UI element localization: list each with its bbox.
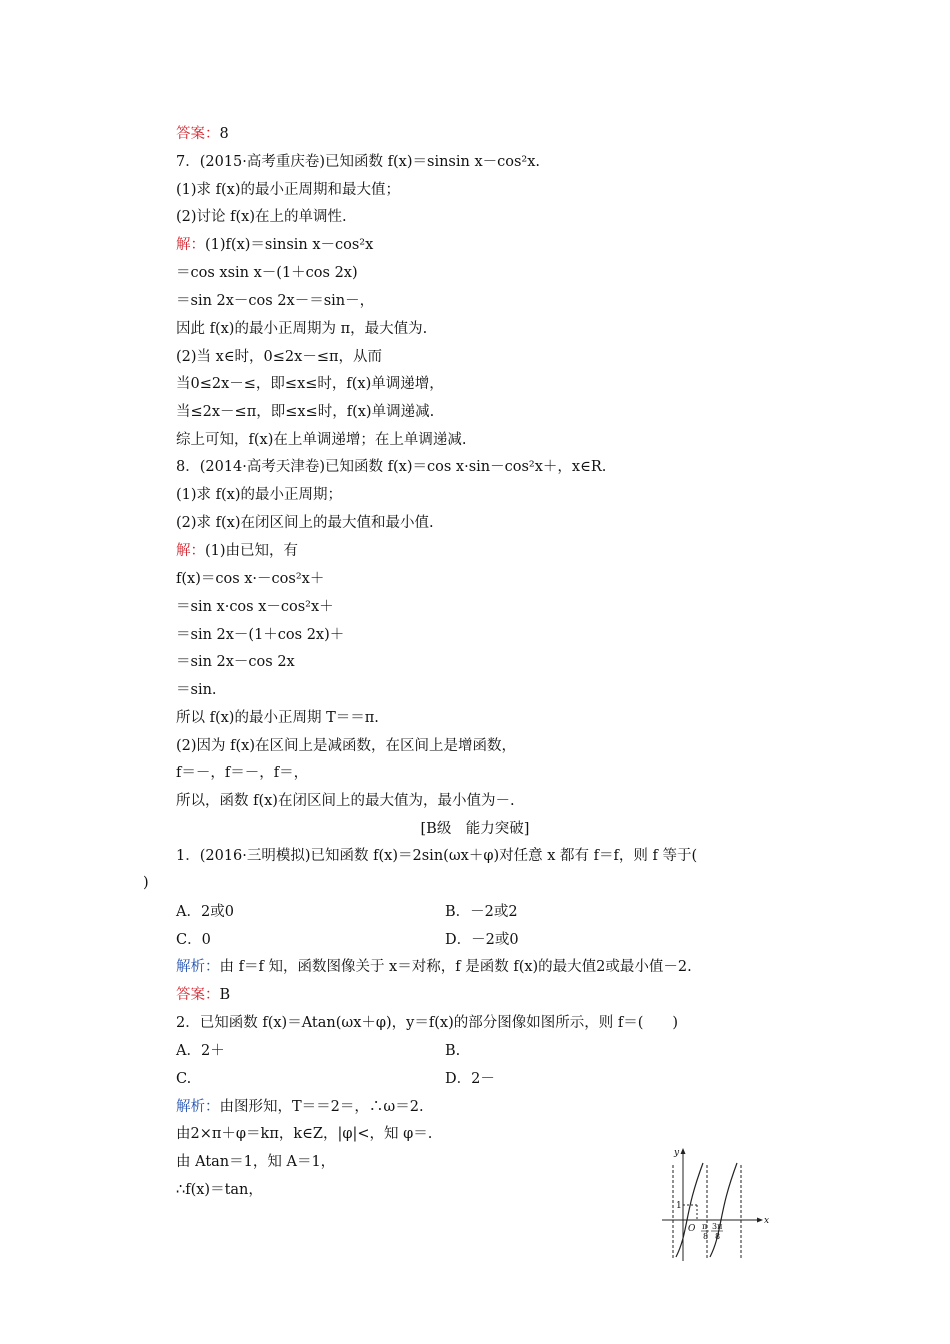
analysis-label: 解析：: [176, 1099, 220, 1115]
tick2-numerator: 3π: [712, 1222, 723, 1231]
x-axis-label: x: [764, 1216, 770, 1226]
analysis-text: 由图形知，T＝＝2＝，∴ω＝2.: [219, 1099, 424, 1115]
b-q2-option-d: D．2－: [445, 1071, 495, 1087]
q8-solution-line: [176, 541, 298, 561]
b-q2-step: 由 Atan＝1，知 A＝1，: [176, 1154, 336, 1170]
b-q1-stem: 1．(2016·三明模拟)已知函数 f(x)＝2sin(ωx＋φ)对任意 x 都有 f＝f，则 f 等于(: [176, 848, 698, 864]
tan-branch: [710, 1163, 737, 1257]
q7-stem: 7．(2015·高考重庆卷)已知函数 f(x)＝sinsin x－cos²x.: [176, 154, 541, 170]
q8-step: (2)因为 f(x)在区间上是减函数，在区间上是增函数，: [176, 738, 517, 754]
tick1-numerator: π: [702, 1222, 708, 1231]
q8-part2: (2)求 f(x)在闭区间上的最大值和最小值.: [176, 515, 434, 531]
b-q1-option-a: A．2或0: [176, 904, 234, 920]
q7-step: (2)当 x∈时，0≤2x－≤π，从而: [176, 349, 383, 365]
b-q2-analysis: [176, 1097, 424, 1117]
q8-conclusion: 所以，函数 f(x)在闭区间上的最大值为，最小值为－.: [176, 793, 515, 809]
b-q1-option-d: D．－2或0: [445, 932, 519, 948]
b-q1-stem-cont: ): [143, 875, 149, 891]
x-axis-arrow: [757, 1218, 763, 1223]
b-q2-option-c: C.: [176, 1071, 192, 1087]
tick1-denominator: 8: [703, 1232, 709, 1241]
q8-stem: 8．(2014·高考天津卷)已知函数 f(x)＝cos x·sin－cos²x＋，x∈R.: [176, 459, 607, 475]
b-q1-option-c: C．0: [176, 932, 211, 948]
q8-step: ＝sin 2x－(1＋cos 2x)＋: [176, 627, 345, 643]
solution-label: 解：: [176, 237, 205, 253]
b-q2-option-a: A．2＋: [176, 1043, 225, 1059]
q7-step: 因此 f(x)的最小正周期为 π，最大值为.: [176, 321, 428, 337]
y-axis-arrow: [681, 1148, 686, 1154]
answer-line: [176, 124, 229, 144]
analysis-label: 解析：: [176, 959, 220, 975]
b-q2-step: 由2×π＋φ＝kπ，k∈Z，|φ|<，知 φ＝.: [176, 1126, 433, 1142]
origin-label: O: [688, 1224, 696, 1234]
q8-step: 所以 f(x)的最小正周期 T＝＝π.: [176, 710, 379, 726]
q8-step: ＝sin.: [176, 682, 217, 698]
answer-label: 答案：: [176, 987, 220, 1003]
q7-part1: (1)求 f(x)的最小正周期和最大值；: [176, 182, 401, 198]
q7-solution-line: [176, 235, 373, 255]
b-q1-answer: [176, 985, 230, 1005]
y-axis-label: y: [674, 1148, 680, 1158]
tangent-graph-figure: [660, 1145, 775, 1265]
analysis-text: 由 f＝f 知，函数图像关于 x＝对称，f 是函数 f(x)的最大值2或最小值－2.: [219, 959, 692, 975]
solution-label: 解：: [176, 543, 205, 559]
q8-step: f＝－，f＝－，f＝，: [176, 765, 309, 781]
solution-text: (1)f(x)＝sinsin x－cos²x: [205, 237, 374, 253]
b-q2-step: ∴f(x)＝tan，: [176, 1182, 263, 1198]
one-label: 1: [676, 1201, 682, 1211]
q8-step: ＝sin x·cos x－cos²x＋: [176, 599, 334, 615]
q8-step: ＝sin 2x－cos 2x: [176, 654, 295, 670]
b-q2-option-b: B.: [445, 1043, 461, 1059]
tick2-denominator: 8: [715, 1232, 721, 1241]
q7-step: 当0≤2x－≤，即≤x≤时，f(x)单调递增，: [176, 376, 444, 392]
q7-step: ＝sin 2x－cos 2x－＝sin－，: [176, 293, 375, 309]
q7-conclusion: 综上可知，f(x)在上单调递增；在上单调递减.: [176, 432, 467, 448]
q7-step: 当≤2x－≤π，即≤x≤时，f(x)单调递减.: [176, 404, 435, 420]
b-q1-analysis: [176, 957, 692, 977]
section-title: [B级 能力突破]: [420, 821, 530, 837]
q8-part1: (1)求 f(x)的最小正周期；: [176, 487, 343, 503]
q8-step: f(x)＝cos x·－cos²x＋: [176, 571, 325, 587]
solution-text: (1)由已知，有: [205, 543, 299, 559]
b-q2-stem: 2．已知函数 f(x)＝Atan(ωx＋φ)，y＝f(x)的部分图像如图所示，则 f＝( ): [176, 1015, 679, 1031]
q7-part2: (2)讨论 f(x)在上的单调性.: [176, 209, 347, 225]
answer-value: B: [219, 987, 231, 1003]
answer-label: 答案：: [176, 126, 220, 142]
answer-value: 8: [219, 126, 229, 142]
q7-step: ＝cos xsin x－(1＋cos 2x): [176, 265, 358, 281]
b-q1-option-b: B．－2或2: [445, 904, 518, 920]
